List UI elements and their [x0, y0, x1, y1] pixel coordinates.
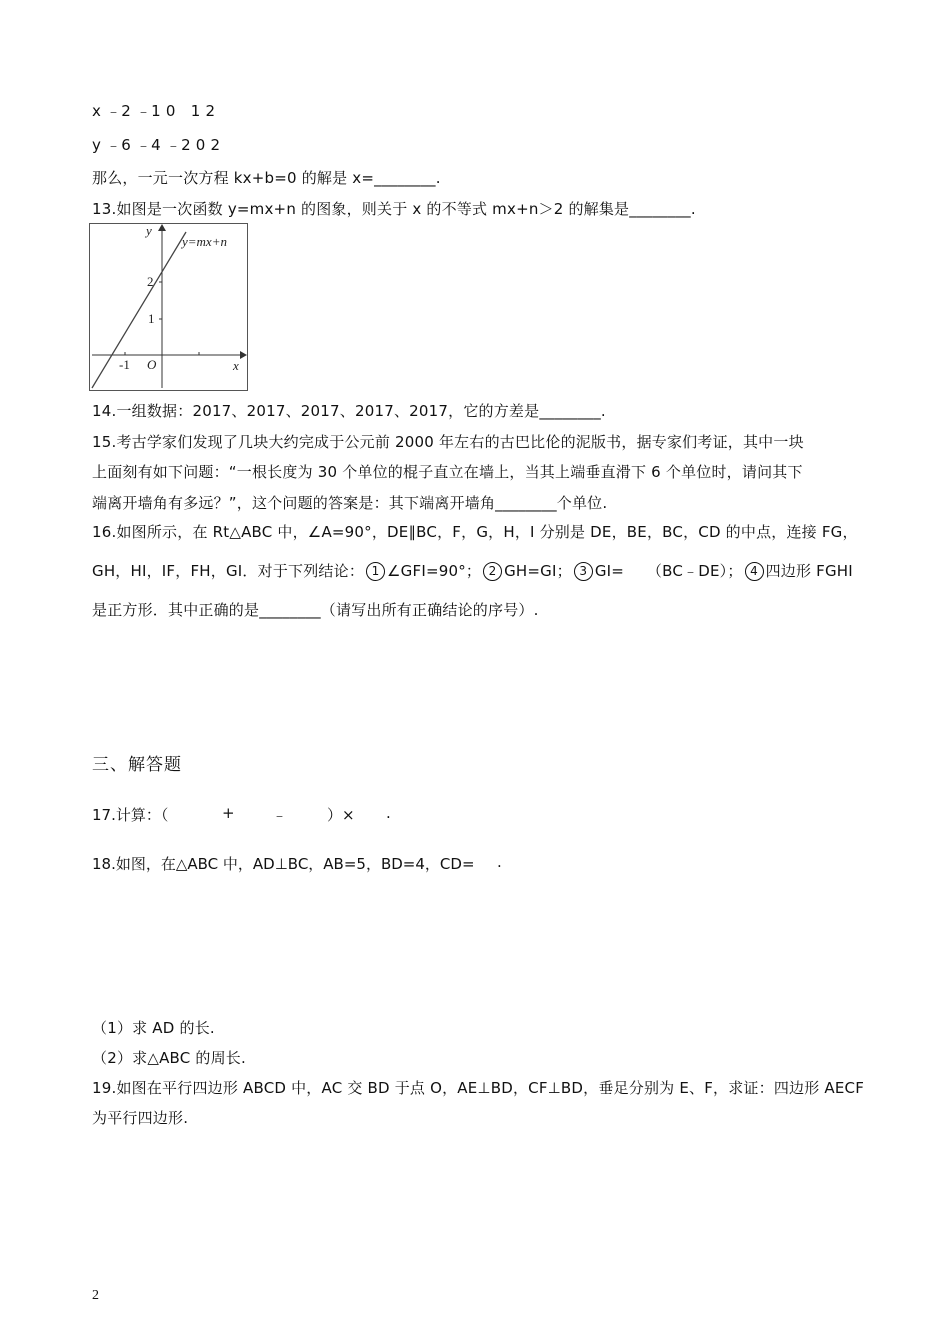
q16-statement4: 四边形 FGHI — [765, 562, 853, 580]
circled-number-1: 1 — [366, 562, 385, 581]
tick-label-neg1: -1 — [119, 357, 130, 372]
q13-text: 13.如图是一次函数 y=mx+n 的图象，则关于 x 的不等式 mx+n＞2 的解集是________. — [92, 200, 696, 218]
tick-label-2: 2 — [147, 274, 154, 289]
q17-minus: ﹣ — [272, 806, 288, 824]
q17-plus: + — [222, 804, 235, 822]
q19-line1: 19.如图在平行四边形 ABCD 中，AC 交 BD 于点 O，AE⊥BD，CF⊥BD，垂足分别为 E、F，求证：四边形 AECF — [92, 1079, 865, 1097]
section-heading: 三、解答题 — [92, 755, 182, 775]
q15-line1: 15.考古学家们发现了几块大约完成于公元前 2000 年左右的古巴比伦的泥版书，据专家们考证，其中一块 — [92, 433, 804, 451]
y-axis-label: y — [146, 224, 152, 238]
q19-line2: 为平行四边形. — [92, 1109, 189, 1127]
q13-function-graph — [89, 223, 248, 391]
q15-line2: 上面刻有如下问题：“一根长度为 30 个单位的棍子直立在墙上，当其上端垂直滑下 6 个单位时，请问其下 — [92, 463, 803, 481]
q18-text: 18.如图，在△ABC 中，AD⊥BC，AB=5，BD=4，CD= — [92, 855, 475, 873]
q16-statement1: ∠GFI=90°； — [387, 562, 482, 580]
q17-end: . — [386, 804, 391, 822]
circled-number-3: 3 — [574, 562, 593, 581]
q16-line3: 是正方形．其中正确的是________（请写出所有正确结论的序号）. — [92, 601, 539, 619]
x-axis-arrow-icon — [240, 351, 247, 359]
circled-number-2: 2 — [483, 562, 502, 581]
line-label: y=mx+n — [182, 234, 227, 249]
table-y-row: y ﹣6 ﹣4 ﹣2 0 2 — [92, 136, 221, 154]
q16-line1: 16.如图所示，在 Rt△ABC 中，∠A=90°，DE∥BC，F，G，H，I 分别是 DE，BE，BC，CD 的中点，连接 FG， — [92, 523, 858, 541]
tick-label-1: 1 — [148, 311, 155, 326]
origin-label: O — [147, 357, 157, 372]
q16-line2-start: GH，HI，IF，FH，GI．对于下列结论： — [92, 562, 365, 580]
y-axis-arrow-icon — [158, 224, 166, 231]
q17-label: 17.计算：（ — [92, 806, 169, 824]
q15-line3: 端离开墙角有多远？”，这个问题的答案是：其下端离开墙角________个单位. — [92, 494, 608, 512]
q17-close: ）× — [327, 806, 355, 824]
table-x-row: x ﹣2 ﹣1 0 1 2 — [92, 102, 216, 120]
graph-svg — [90, 224, 247, 390]
function-line — [92, 232, 186, 388]
q18-part1: （1）求 AD 的长. — [92, 1019, 215, 1037]
q18-end: . — [497, 853, 502, 871]
q14-text: 14.一组数据：2017、2017、2017、2017、2017，它的方差是________. — [92, 402, 606, 420]
q16-statement3: GI= （BC﹣DE）； — [594, 562, 743, 580]
page-number: 2 — [92, 1288, 99, 1303]
x-axis-label: x — [233, 358, 239, 373]
q12-tail: 那么，一元一次方程 kx+b=0 的解是 x=________. — [92, 169, 441, 187]
q16-line2 — [92, 560, 853, 581]
q16-statement2: GH=GI； — [504, 562, 572, 580]
q18-part2: （2）求△ABC 的周长. — [92, 1049, 246, 1067]
circled-number-4: 4 — [745, 562, 764, 581]
